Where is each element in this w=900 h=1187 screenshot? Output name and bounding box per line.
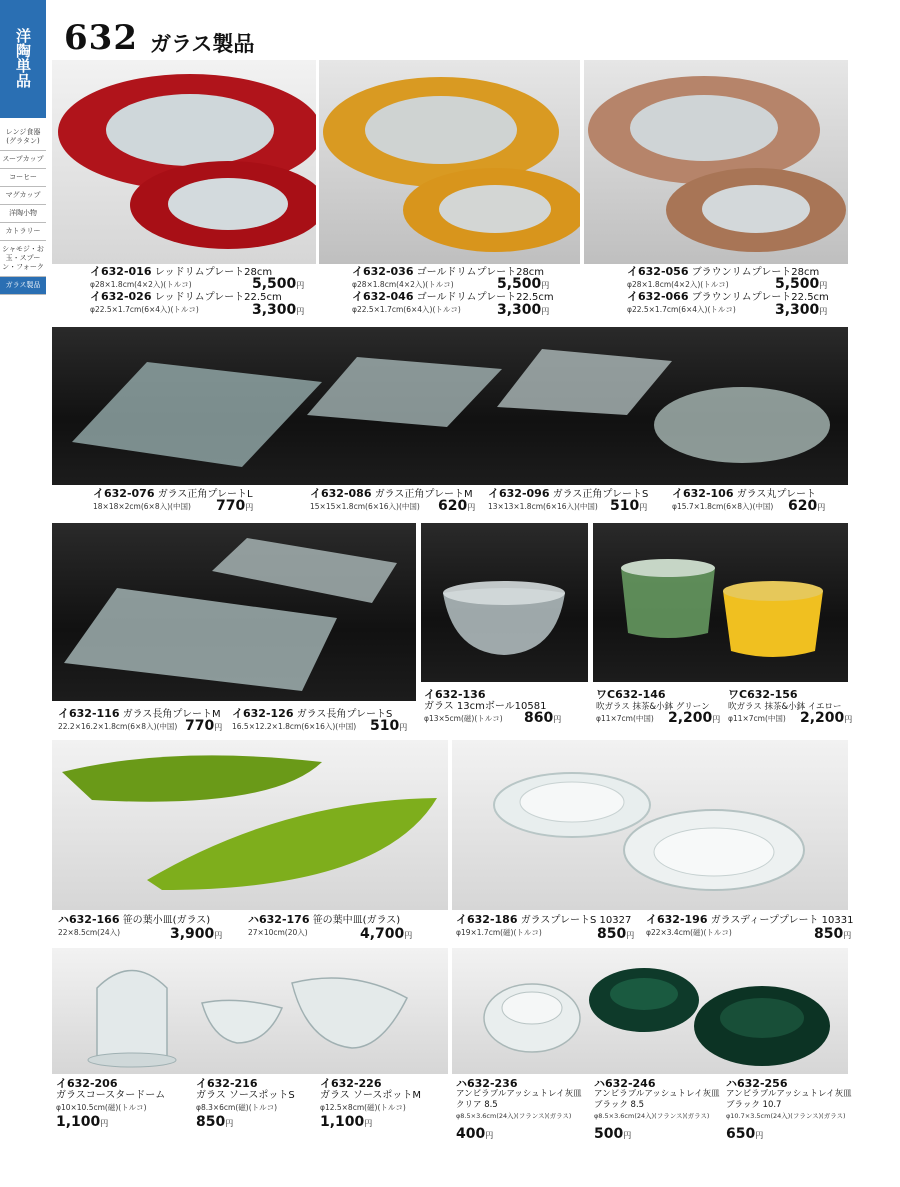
product-code: イ632-206 <box>56 1077 118 1090</box>
photo-glass-bowl <box>421 523 588 682</box>
product-spec: φ10.7×3.5cm(24入)(フランス)(ガラス) <box>726 1112 846 1120</box>
product-name: ゴールドリムプレート28cm <box>416 267 545 278</box>
product-spec: φ13×5cm(磁)(トルコ) <box>424 714 503 723</box>
product-spec: φ28×1.8cm(4×2入)(トルコ) <box>627 280 729 289</box>
product-code: イ632-076 <box>93 487 155 500</box>
product-caption <box>56 1078 165 1114</box>
product-code: ワC632-156 <box>728 688 798 701</box>
product-price: 3,300円 <box>497 302 550 318</box>
product-caption <box>726 1078 852 1122</box>
product-price: 2,200円 <box>800 710 853 726</box>
product-spec: φ22.5×1.7cm(6×4入)(トルコ) <box>90 305 199 314</box>
product-code: イ632-066 <box>627 290 689 303</box>
product-spec: φ11×7cm(中国) <box>596 714 654 723</box>
product-name: ガラスコースタードーム <box>56 1090 166 1101</box>
product-price: 5,500円 <box>252 276 305 292</box>
product-code: イ632-086 <box>310 487 372 500</box>
photo-rectangular-plates <box>52 523 416 701</box>
product-spec: φ8.5×3.6cm(24入)(フランス)(ガラス) <box>456 1112 572 1120</box>
product-name: 吹ガラス 抹茶&小鉢 グリーン <box>596 702 710 712</box>
product-code: イ632-106 <box>672 487 734 500</box>
product-spec: φ22×3.4cm(磁)(トルコ) <box>646 928 732 937</box>
product-name: ガラス 13cmボール10581 <box>424 701 547 712</box>
product-name: ガラス正角プレートS <box>552 489 649 500</box>
photo-red-rim-plates <box>52 60 316 264</box>
product-price: 860円 <box>524 710 562 726</box>
product-name: ガラスプレートS 10327 <box>520 915 632 926</box>
product-code: ハ632-176 <box>248 913 310 926</box>
product-spec: φ22.5×1.7cm(6×4入)(トルコ) <box>627 305 736 314</box>
product-name: ガラス正角プレートL <box>157 489 253 500</box>
product-spec: 22.2×16.2×1.8cm(6×8入)(中国) <box>58 722 178 731</box>
sidebar-item-gratin[interactable]: レンジ食器(グラタン) <box>0 124 46 151</box>
photo-gold-rim-plates <box>319 60 580 264</box>
product-code: イ632-216 <box>196 1077 258 1090</box>
product-name: ブラウンリムプレート22.5cm <box>691 292 829 303</box>
product-price: 5,500円 <box>775 276 828 292</box>
product-spec: φ28×1.8cm(4×2入)(トルコ) <box>352 280 454 289</box>
product-price: 500円 <box>594 1126 632 1142</box>
product-caption <box>456 1078 582 1122</box>
photo-bamboo-leaf-plates <box>52 740 448 910</box>
product-spec: 16.5×12.2×1.8cm(6×16入)(中国) <box>232 722 357 731</box>
product-code: イ632-116 <box>58 707 120 720</box>
product-price: 620円 <box>438 498 476 514</box>
sidebar-item-spoons[interactable]: シャモジ・お玉・スプーン・フォーク <box>0 241 46 277</box>
product-code: イ632-056 <box>627 265 689 278</box>
product-price: 620円 <box>788 498 826 514</box>
product-code: ハ632-236 <box>456 1077 518 1090</box>
product-price: 510円 <box>370 718 408 734</box>
photo-glass-plates <box>452 740 848 910</box>
product-code: イ632-226 <box>320 1077 382 1090</box>
product-name: ガラス正角プレートM <box>374 489 473 500</box>
product-name: ガラス長角プレートM <box>122 709 221 720</box>
sidebar-item-accessories[interactable]: 洋陶小物 <box>0 205 46 223</box>
product-price: 510円 <box>610 498 648 514</box>
product-price: 2,200円 <box>668 710 721 726</box>
product-code: イ632-126 <box>232 707 294 720</box>
sidebar-nav <box>0 124 46 295</box>
product-caption <box>232 708 392 733</box>
product-spec: φ12.5×8cm(磁)(トルコ) <box>320 1103 406 1112</box>
product-price: 1,100円 <box>56 1114 109 1130</box>
product-name: ブラウンリムプレート28cm <box>691 267 820 278</box>
photo-ashtrays <box>452 948 848 1074</box>
product-price: 4,700円 <box>360 926 413 942</box>
photo-blown-glass-bowls <box>593 523 848 682</box>
product-name: 笹の葉小皿(ガラス) <box>122 915 211 926</box>
photo-brown-rim-plates <box>584 60 848 264</box>
product-price: 650円 <box>726 1126 764 1142</box>
product-price: 850円 <box>814 926 852 942</box>
product-price: 1,100円 <box>320 1114 373 1130</box>
product-variant: ブラック 8.5 <box>594 1100 645 1110</box>
product-spec: 27×10cm(20入) <box>248 928 308 937</box>
sidebar-item-coffee[interactable]: コーヒー <box>0 169 46 187</box>
product-name: アンビラブルアッシュトレイ灰皿 <box>726 1089 852 1099</box>
product-name: ガラス長角プレートS <box>296 709 393 720</box>
product-code: イ632-186 <box>456 913 518 926</box>
product-caption <box>594 1078 720 1122</box>
product-name: 笹の葉中皿(ガラス) <box>312 915 401 926</box>
page-number: 632 <box>64 18 138 58</box>
product-price: 3,300円 <box>775 302 828 318</box>
product-price: 850円 <box>597 926 635 942</box>
product-name: レッドリムプレート22.5cm <box>154 292 282 303</box>
product-price: 5,500円 <box>497 276 550 292</box>
product-spec: 15×15×1.8cm(6×16入)(中国) <box>310 502 420 511</box>
product-code: イ632-036 <box>352 265 414 278</box>
sidebar-item-soup-cup[interactable]: スープカップ <box>0 151 46 169</box>
product-spec: φ15.7×1.8cm(6×8入)(中国) <box>672 502 774 511</box>
product-code: ハ632-166 <box>58 913 120 926</box>
sidebar-item-glass[interactable]: ガラス製品 <box>0 277 46 295</box>
photo-coaster-dome-sauce-pots <box>52 948 448 1074</box>
product-code: イ632-096 <box>488 487 550 500</box>
product-variant: ブラック 10.7 <box>726 1100 782 1110</box>
product-spec: 13×13×1.8cm(6×16入)(中国) <box>488 502 598 511</box>
product-spec: 22×8.5cm(24入) <box>58 928 121 937</box>
product-name: アンビラブルアッシュトレイ灰皿 <box>456 1089 582 1099</box>
product-variant: クリア 8.5 <box>456 1100 498 1110</box>
product-code: ハ632-246 <box>594 1077 656 1090</box>
product-name: ガラス丸プレート <box>736 489 816 500</box>
product-code: イ632-136 <box>424 688 486 701</box>
product-caption <box>196 1078 295 1114</box>
product-spec: 18×18×2cm(6×8入)(中国) <box>93 502 191 511</box>
product-spec: φ22.5×1.7cm(6×4入)(トルコ) <box>352 305 461 314</box>
product-name: アンビラブルアッシュトレイ灰皿 <box>594 1089 720 1099</box>
photo-square-plates <box>52 327 848 485</box>
product-spec: φ8.5×3.6cm(24入)(フランス)(ガラス) <box>594 1112 710 1120</box>
product-spec: φ28×1.8cm(4×2入)(トルコ) <box>90 280 192 289</box>
product-code: ワC632-146 <box>596 688 666 701</box>
product-price: 3,300円 <box>252 302 305 318</box>
product-name: ゴールドリムプレート22.5cm <box>416 292 554 303</box>
product-spec: φ10×10.5cm(磁)(トルコ) <box>56 1103 147 1112</box>
product-price: 3,900円 <box>170 926 223 942</box>
product-code: イ632-196 <box>646 913 708 926</box>
product-name: レッドリムプレート28cm <box>154 267 273 278</box>
product-code: イ632-026 <box>90 290 152 303</box>
product-name: ガラスディーププレート 10331 <box>710 915 854 926</box>
product-price: 770円 <box>185 718 223 734</box>
product-price: 770円 <box>216 498 254 514</box>
product-caption <box>320 1078 421 1114</box>
product-name: ガラス ソースポットS <box>196 1090 295 1101</box>
product-price: 850円 <box>196 1114 234 1130</box>
product-code: イ632-016 <box>90 265 152 278</box>
product-name: ガラス ソースポットM <box>320 1090 422 1101</box>
product-code: ハ632-256 <box>726 1077 788 1090</box>
product-spec: φ8.3×6cm(磁)(トルコ) <box>196 1103 278 1112</box>
product-code: イ632-046 <box>352 290 414 303</box>
sidebar-title: 洋陶単品 <box>0 0 46 118</box>
product-spec: φ19×1.7cm(磁)(トルコ) <box>456 928 542 937</box>
product-spec: φ11×7cm(中国) <box>728 714 786 723</box>
page-title: ガラス製品 <box>150 31 255 56</box>
product-price: 400円 <box>456 1126 494 1142</box>
sidebar-item-cutlery[interactable]: カトラリー <box>0 223 46 241</box>
product-name: 吹ガラス 抹茶&小鉢 イエロー <box>728 702 842 712</box>
sidebar-item-mug[interactable]: マグカップ <box>0 187 46 205</box>
